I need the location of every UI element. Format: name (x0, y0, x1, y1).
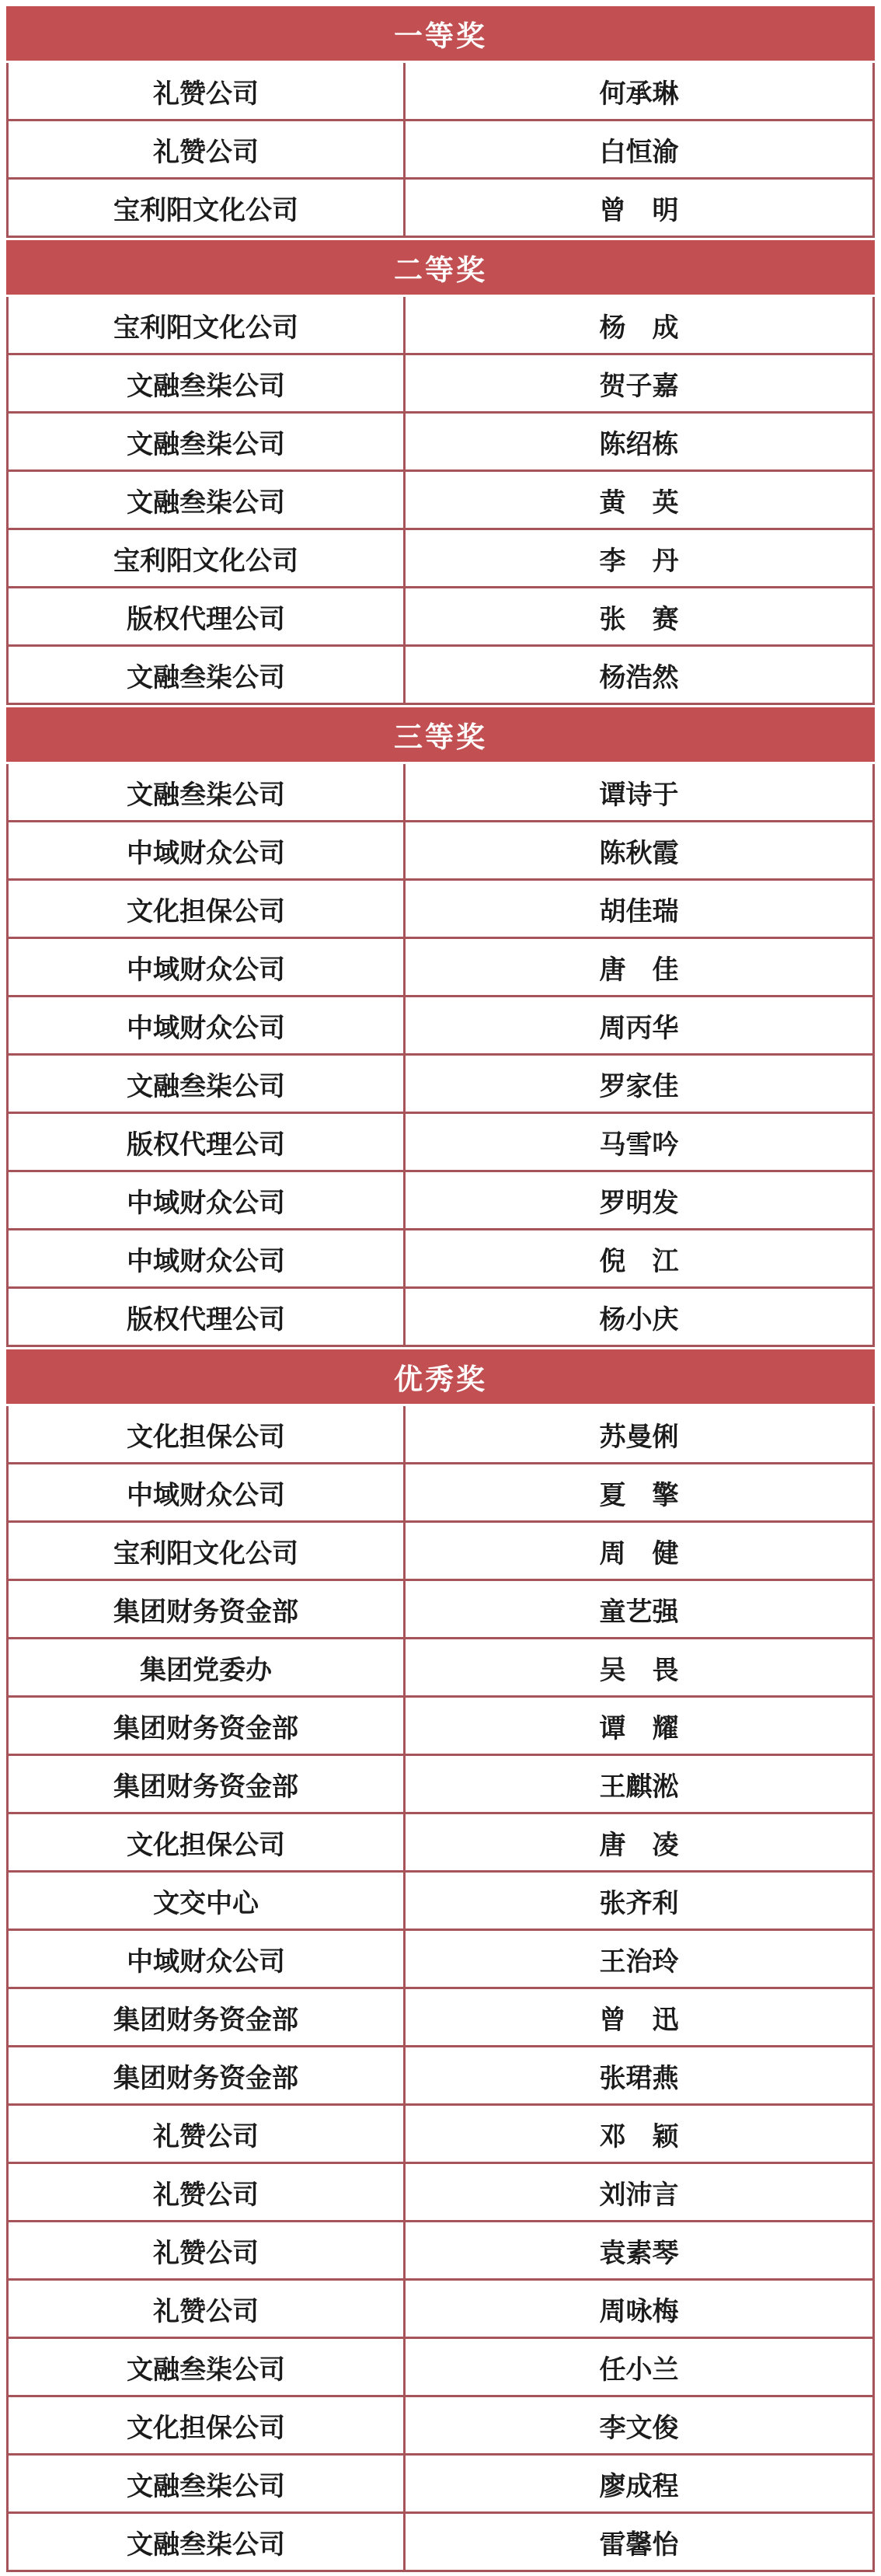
section-title: 三等奖 (394, 721, 487, 754)
table-row (6, 2281, 875, 2339)
winner-name-cell: 雷馨怡 (599, 2529, 679, 2560)
table-row (6, 1639, 875, 1698)
org-cell: 集团财务资金部 (9, 1756, 406, 1812)
table-row (6, 939, 875, 997)
section-title: 一等奖 (394, 19, 487, 53)
org-cell: 礼赞公司 (9, 2222, 406, 2278)
winner-name-cell: 白恒渝 (599, 136, 679, 168)
org-cell: 文融叁柒公司 (9, 414, 406, 469)
winner-name-cell: 邓 颖 (599, 2120, 679, 2152)
org-cell: 中域财众公司 (9, 1931, 406, 1987)
table-row (6, 1230, 875, 1289)
winner-name-cell: 张齐利 (599, 1887, 679, 1919)
winner-name-cell: 刘沛言 (599, 2179, 679, 2211)
winner-name-cell: 廖成程 (599, 2470, 679, 2502)
org-cell: 礼赞公司 (9, 2106, 406, 2162)
winner-name-cell: 周咏梅 (599, 2295, 679, 2327)
org-cell: 集团党委办 (9, 1639, 406, 1695)
org-cell: 礼赞公司 (9, 63, 406, 119)
table-row (6, 2106, 875, 2164)
winner-name-cell: 周 健 (599, 1538, 679, 1569)
winner-name-cell: 谭诗于 (599, 779, 679, 811)
org-cell: 宝利阳文化公司 (9, 530, 406, 586)
table-row (6, 2397, 875, 2456)
winner-name-cell: 周丙华 (599, 1012, 679, 1044)
org-cell: 宝利阳文化公司 (9, 180, 406, 236)
winner-name-cell: 任小兰 (599, 2354, 679, 2386)
winner-name-cell: 倪 江 (599, 1245, 679, 1277)
org-cell: 文化担保公司 (9, 2397, 406, 2453)
table-row (6, 1056, 875, 1114)
org-cell: 文化担保公司 (9, 881, 406, 937)
org-cell: 文融叁柒公司 (9, 2514, 406, 2570)
winner-name-cell: 杨小庆 (599, 1304, 679, 1335)
table-row (6, 1114, 875, 1172)
table-row (6, 2047, 875, 2106)
table-row (6, 764, 875, 822)
org-cell: 文融叁柒公司 (9, 764, 406, 820)
org-cell: 集团财务资金部 (9, 1989, 406, 2045)
org-cell: 中域财众公司 (9, 822, 406, 878)
table-row (6, 1464, 875, 1523)
table-row (6, 881, 875, 939)
section-header (6, 240, 875, 295)
winner-name-cell: 罗家佳 (599, 1070, 679, 1102)
org-cell: 礼赞公司 (9, 2164, 406, 2220)
org-cell: 集团财务资金部 (9, 1581, 406, 1637)
table-row (6, 2222, 875, 2281)
org-cell: 文融叁柒公司 (9, 472, 406, 528)
winner-name-cell: 罗明发 (599, 1187, 679, 1219)
section-title: 二等奖 (394, 253, 487, 287)
winner-name-cell: 胡佳瑞 (599, 895, 679, 927)
winner-name-cell: 夏 擎 (599, 1479, 679, 1511)
org-cell: 集团财务资金部 (9, 1698, 406, 1754)
org-cell: 文交中心 (9, 1873, 406, 1929)
org-cell: 中域财众公司 (9, 939, 406, 995)
table-row (6, 1873, 875, 1931)
org-cell: 中域财众公司 (9, 1464, 406, 1520)
winner-name-cell: 王治玲 (599, 1946, 679, 1977)
table-row (6, 822, 875, 881)
table-row (6, 2164, 875, 2222)
org-cell: 文融叁柒公司 (9, 355, 406, 411)
org-cell: 礼赞公司 (9, 2281, 406, 2337)
org-cell: 中域财众公司 (9, 1172, 406, 1228)
table-row (6, 355, 875, 414)
table-row (6, 1814, 875, 1873)
winner-name-cell: 黄 英 (599, 487, 679, 518)
winner-name-cell: 李 丹 (599, 545, 679, 577)
winner-name-cell: 陈绍栋 (599, 428, 679, 460)
winner-name-cell: 曾 明 (599, 194, 679, 226)
org-cell: 版权代理公司 (9, 588, 406, 644)
table-row (6, 1756, 875, 1814)
org-cell: 文融叁柒公司 (9, 647, 406, 703)
table-row (6, 297, 875, 355)
org-cell: 文化担保公司 (9, 1406, 406, 1462)
award-table (6, 4, 875, 2572)
winner-name-cell: 贺子嘉 (599, 370, 679, 402)
org-cell: 文融叁柒公司 (9, 2456, 406, 2511)
table-row (6, 1581, 875, 1639)
table-row (6, 997, 875, 1056)
table-row (6, 1523, 875, 1581)
org-cell: 中域财众公司 (9, 997, 406, 1053)
org-cell: 版权代理公司 (9, 1114, 406, 1170)
winner-name-cell: 童艺强 (599, 1596, 679, 1628)
table-row (6, 414, 875, 472)
winner-name-cell: 苏曼俐 (599, 1421, 679, 1453)
table-row (6, 2339, 875, 2397)
winner-name-cell: 马雪吟 (599, 1129, 679, 1161)
winner-name-cell: 吴 畏 (599, 1654, 679, 1686)
table-row (6, 530, 875, 588)
section-title: 优秀奖 (394, 1363, 487, 1396)
winner-name-cell: 袁素琴 (599, 2237, 679, 2269)
winner-name-cell: 陈秋霞 (599, 837, 679, 869)
org-cell: 礼赞公司 (9, 121, 406, 177)
table-row (6, 1289, 875, 1347)
org-cell: 文融叁柒公司 (9, 2339, 406, 2395)
winner-name-cell: 何承琳 (599, 78, 679, 110)
table-row (6, 2456, 875, 2514)
org-cell: 文融叁柒公司 (9, 1056, 406, 1112)
org-cell: 中域财众公司 (9, 1230, 406, 1286)
winner-name-cell: 曾 迅 (599, 2004, 679, 2036)
table-row (6, 647, 875, 705)
org-cell: 宝利阳文化公司 (9, 1523, 406, 1579)
table-row (6, 1172, 875, 1230)
org-cell: 文化担保公司 (9, 1814, 406, 1870)
winner-name-cell: 杨浩然 (599, 661, 679, 693)
table-row (6, 63, 875, 121)
winner-name-cell: 李文俊 (599, 2412, 679, 2444)
table-row (6, 1698, 875, 1756)
section-header (6, 6, 875, 61)
table-row (6, 1989, 875, 2047)
table-row (6, 180, 875, 238)
section-header (6, 707, 875, 762)
org-cell: 集团财务资金部 (9, 2047, 406, 2103)
winner-name-cell: 张 赛 (599, 603, 679, 635)
section-header (6, 1349, 875, 1404)
table-row (6, 472, 875, 530)
winner-name-cell: 唐 佳 (599, 954, 679, 986)
table-row (6, 2514, 875, 2572)
winner-name-cell: 张珺燕 (599, 2062, 679, 2094)
winner-name-cell: 谭 耀 (599, 1712, 679, 1744)
table-row (6, 1931, 875, 1989)
winner-name-cell: 王麒淞 (599, 1771, 679, 1803)
winner-name-cell: 唐 凌 (599, 1829, 679, 1861)
table-row (6, 121, 875, 180)
table-row (6, 1406, 875, 1464)
table-row (6, 588, 875, 647)
winner-name-cell: 杨 成 (599, 312, 679, 344)
org-cell: 宝利阳文化公司 (9, 297, 406, 353)
org-cell: 版权代理公司 (9, 1289, 406, 1345)
